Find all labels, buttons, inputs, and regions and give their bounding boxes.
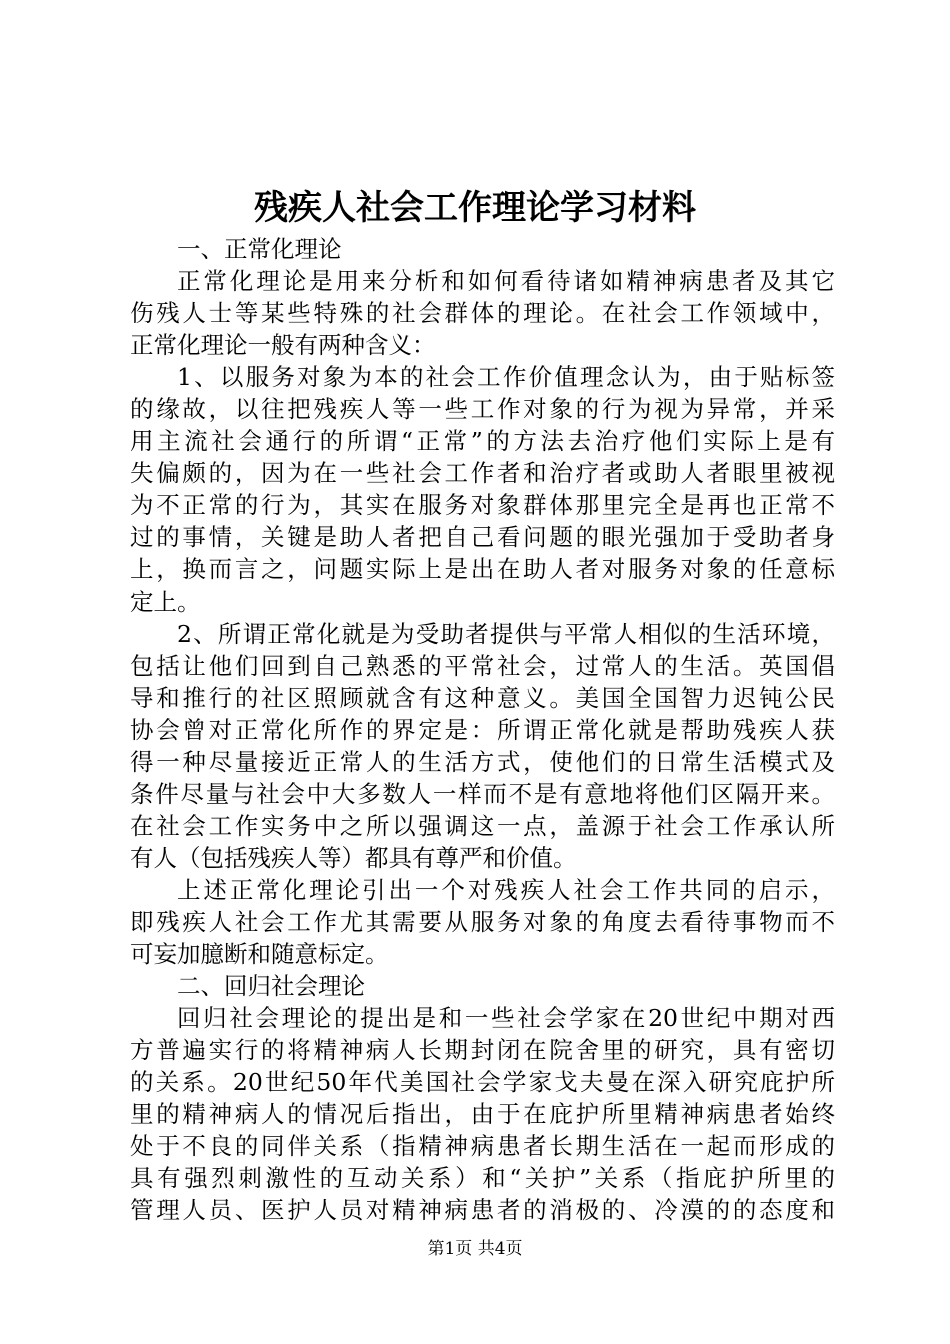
section-heading-normalization: 一、正常化理论	[177, 235, 342, 263]
text-line: 失偏颇的，因为在一些社会工作者和治疗者或助人者眼里被视	[130, 459, 835, 488]
text-line: 的关系。20世纪50年代美国社会学家戈夫曼在深入研究庇护所	[130, 1068, 835, 1097]
text-line: 包括让他们回到自己熟悉的平常社会，过常人的生活。英国倡	[130, 651, 835, 680]
section-heading-social-return: 二、回归社会理论	[177, 972, 365, 1001]
text-line: 定上。	[130, 587, 201, 616]
text-line: 可妄加臆断和随意标定。	[130, 940, 389, 969]
text-line: 上，换而言之，问题实际上是出在助人者对服务对象的任意标	[130, 555, 835, 584]
text-line: 的缘故，以往把残疾人等一些工作对象的行为视为异常，并采	[130, 395, 835, 424]
text-line: 正常化理论是用来分析和如何看待诸如精神病患者及其它	[177, 267, 835, 296]
text-line: 上述正常化理论引出一个对残疾人社会工作共同的启示，	[177, 875, 835, 904]
text-line: 为不正常的行为，其实在服务对象群体那里完全是再也正常不	[130, 491, 835, 520]
text-line: 过的事情，关键是助人者把自己看问题的眼光强加于受助者身	[130, 523, 835, 552]
text-line: 回归社会理论的提出是和一些社会学家在20世纪中期对西	[177, 1004, 835, 1033]
text-line: 方普遍实行的将精神病人长期封闭在院舍里的研究，具有密切	[130, 1036, 835, 1065]
text-line: 正常化理论一般有两种含义：	[130, 331, 436, 360]
text-line: 1、以服务对象为本的社会工作价值理念认为，由于贴标签	[177, 363, 835, 392]
text-line: 导和推行的社区照顾就含有这种意义。美国全国智力迟钝公民	[130, 683, 835, 712]
text-line: 处于不良的同伴关系（指精神病患者长期生活在一起而形成的	[130, 1132, 835, 1161]
text-line: 协会曾对正常化所作的界定是：所谓正常化就是帮助残疾人获	[130, 715, 835, 744]
text-line: 用主流社会通行的所谓“正常”的方法去治疗他们实际上是有	[130, 427, 835, 456]
text-line: 具有强烈刺激性的互动关系）和“关护”关系（指庇护所里的	[130, 1164, 835, 1193]
text-line: 里的精神病人的情况后指出，由于在庇护所里精神病患者始终	[130, 1100, 835, 1129]
text-line: 即残疾人社会工作尤其需要从服务对象的角度去看待事物而不	[130, 907, 835, 936]
text-line: 得一种尽量接近正常人的生活方式，使他们的日常生活模式及	[130, 747, 835, 776]
text-line: 有人（包括残疾人等）都具有尊严和价值。	[130, 843, 577, 872]
text-line: 管理人员、医护人员对精神病患者的消极的、冷漠的的态度和	[130, 1196, 835, 1225]
text-line: 条件尽量与社会中大多数人一样而不是有意地将他们区隔开来。	[130, 779, 835, 808]
text-line: 伤残人士等某些特殊的社会群体的理论。在社会工作领域中，	[130, 299, 835, 328]
text-line: 2、所谓正常化就是为受助者提供与平常人相似的生活环境，	[177, 619, 835, 648]
document-title: 残疾人社会工作理论学习材料	[254, 188, 696, 228]
document-body	[130, 233, 835, 1226]
text-line: 在社会工作实务中之所以强调这一点，盖源于社会工作承认所	[130, 811, 835, 840]
page-footer: 第1页 共4页	[427, 1239, 523, 1259]
